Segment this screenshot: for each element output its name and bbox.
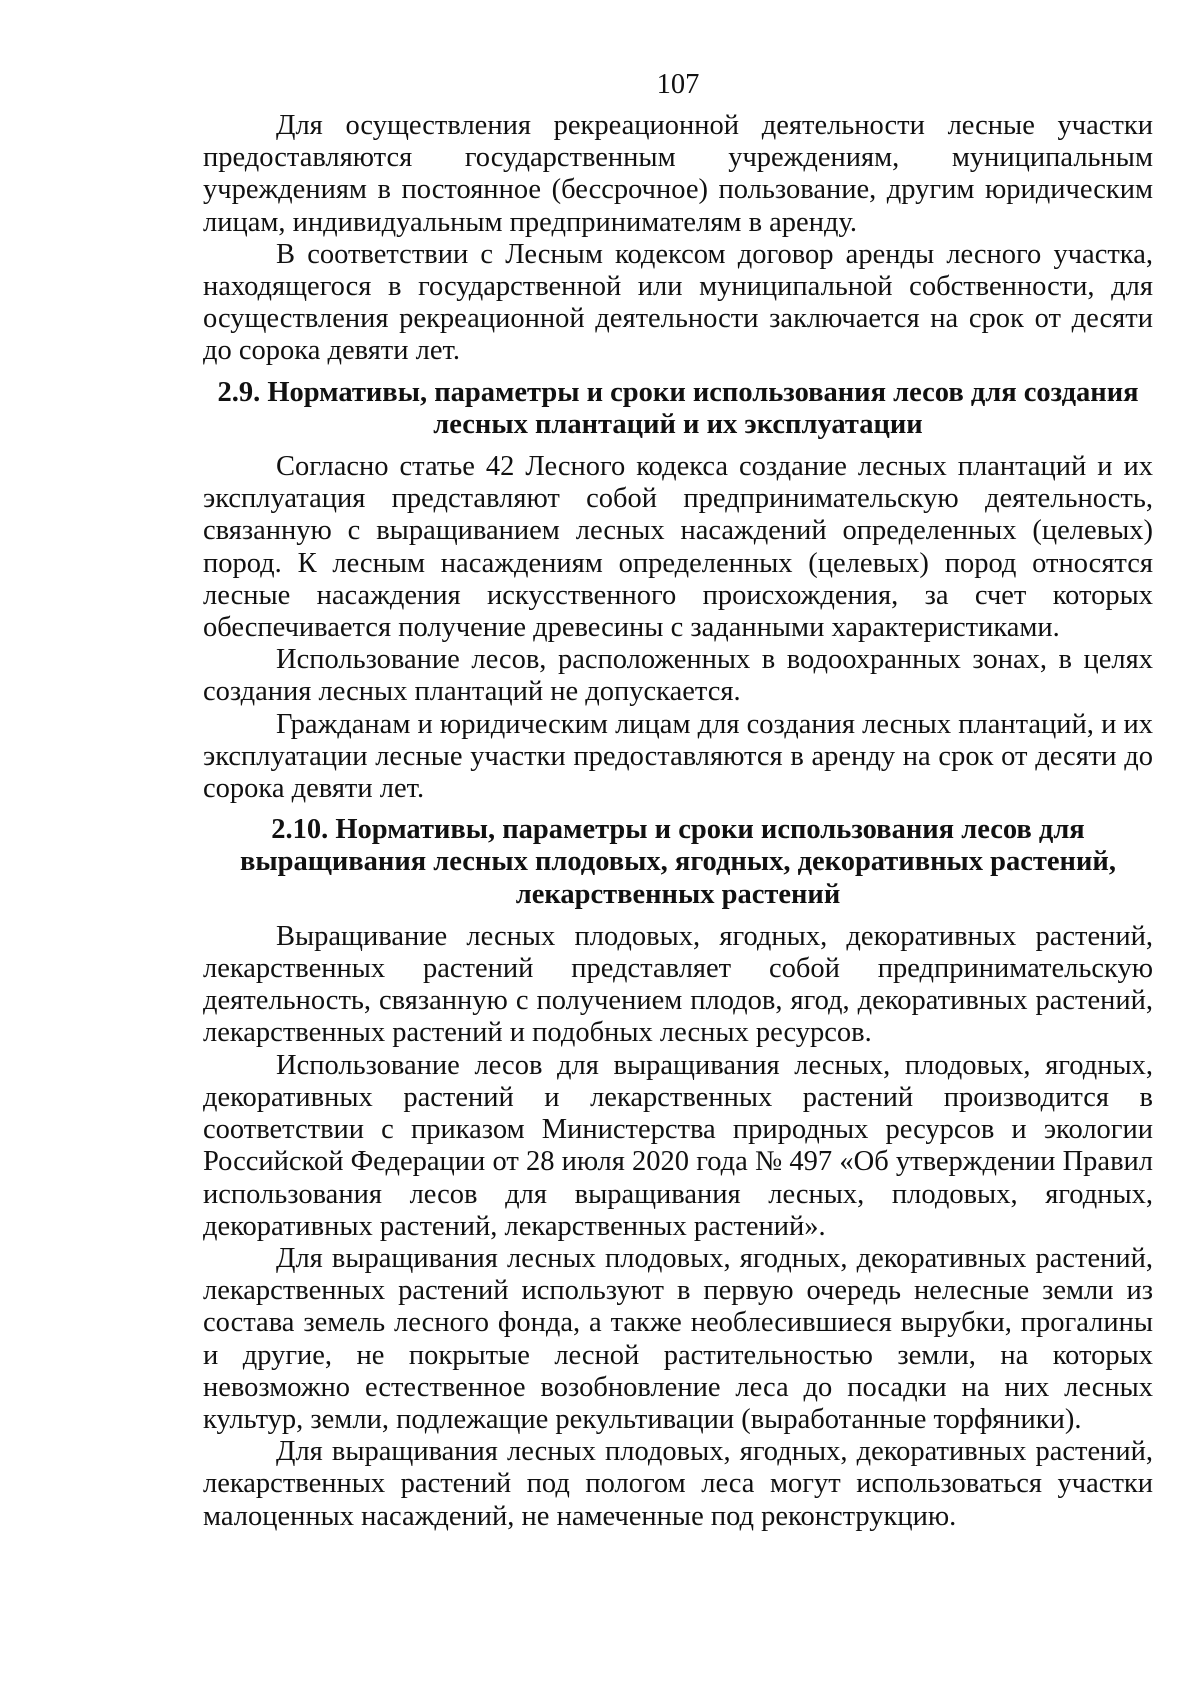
paragraph-non-forest-lands: Для выращивания лесных плодовых, ягодных, декоративных растений, лекарственных растений используют в первую очередь нелесные земли из состава земель лесного фонда, а также необлесившиеся вырубки, прогалины и другие, не покрытые лесной растительностью земли, на которых невозможно естественное возобновление леса до посадки на них лесных культур, земли, подлежащие рекультивации (выработанные торфяники). xyxy=(203,1242,1153,1435)
section-heading-2-9: 2.9. Нормативы, параметры и сроки использования лесов для создания лесных плантаций и их эксплуатации xyxy=(217,376,1139,440)
paragraph-cultivation-definition: Выращивание лесных плодовых, ягодных, декоративных растений, лекарственных растений представляет собой предпринимательскую деятельность, связанную с получением плодов, ягод, декоративных растений, лекарственных растений и подобных лесных ресурсов. xyxy=(203,920,1153,1049)
document-page xyxy=(203,68,1153,1533)
paragraph-ministry-order: Использование лесов для выращивания лесных, плодовых, ягодных, декоративных растений и лекарственных растений производится в соответствии с приказом Министерства природных ресурсов и экологии Российской Федерации от 28 июля 2020 года № 497 «Об утверждении Правил использования лесов для выращивания лесных, плодовых, ягодных, декоративных растений, лекарственных растений». xyxy=(203,1049,1153,1242)
paragraph-recreation-land-provision: Для осуществления рекреационной деятельности лесные участки предоставляются государственным учреждениям, муниципальным учреждениям в постоянное (бессрочное) пользование, другим юридическим лицам, индивидуальным предпринимателям в аренду. xyxy=(203,110,1153,238)
page-number: 107 xyxy=(656,69,700,100)
paragraph-plantation-lease-term: Гражданам и юридическим лицам для создания лесных плантаций, и их эксплуатации лесные участки предоставляются в аренду на срок от десяти до сорока девяти лет. xyxy=(203,708,1153,805)
paragraph-lease-term-recreation: В соответствии с Лесным кодексом договор аренды лесного участка, находящегося в государственной или муниципальной собственности, для осуществления рекреационной деятельности заключается на срок от десяти до сорока девяти лет. xyxy=(203,238,1153,367)
paragraph-article-42: Согласно статье 42 Лесного кодекса создание лесных плантаций и их эксплуатация представляют собой предпринимательскую деятельность, связанную с выращиванием лесных насаждений определенных (целевых) пород. К лесным насаждениям определенных (целевых) пород относятся лесные насаждения искусственного происхождения, за счет которых обеспечивается получение древесины с заданными характеристиками. xyxy=(203,451,1153,644)
paragraph-water-protection-zones: Использование лесов, расположенных в водоохранных зонах, в целях создания лесных плантаций не допускается. xyxy=(203,644,1153,708)
section-heading-2-10: 2.10. Нормативы, параметры и сроки использования лесов для выращивания лесных плодовых, ягодных, декоративных растений, лекарственных растений xyxy=(240,814,1116,910)
paragraph-under-canopy: Для выращивания лесных плодовых, ягодных, декоративных растений, лекарственных растений под пологом леса могут использоваться участки малоценных насаждений, не намеченные под реконструкцию. xyxy=(203,1436,1153,1532)
